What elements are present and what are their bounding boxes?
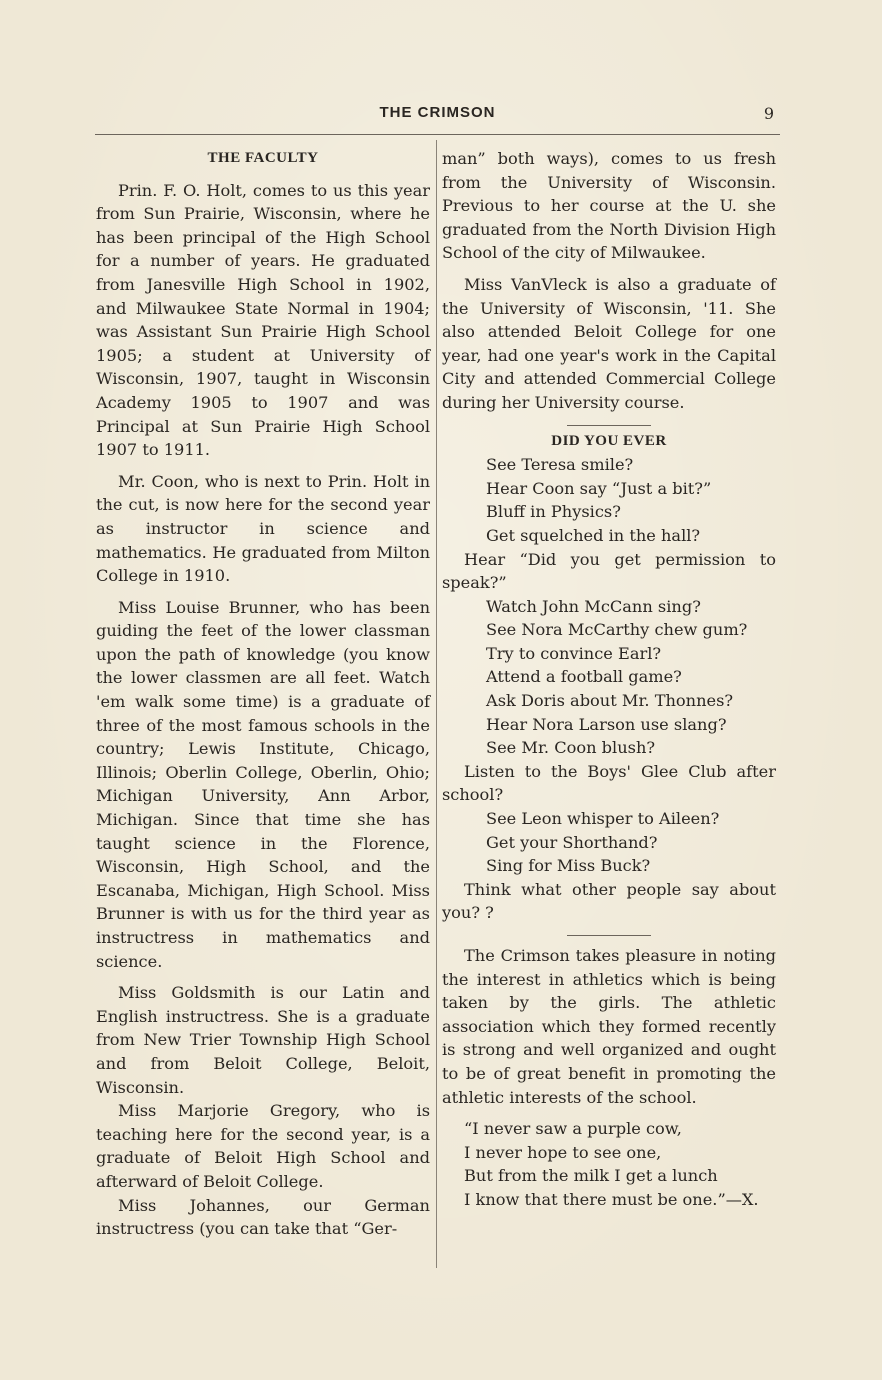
poem bbox=[442, 1117, 776, 1211]
list-item: Get squelched in the hall? bbox=[486, 525, 701, 545]
section-divider bbox=[567, 935, 651, 936]
paragraph-gregory: Miss Marjorie Gregory, who is teaching here for the second year, is a graduate of Beloit High School and afterward of Beloit College. bbox=[96, 1101, 430, 1191]
list-item: Watch John McCann sing? bbox=[486, 596, 701, 616]
did-you-ever-list bbox=[442, 453, 776, 925]
list-item: Ask Doris about Mr. Thonnes? bbox=[486, 691, 734, 711]
list-item: See Teresa smile? bbox=[486, 455, 634, 475]
list-item: Listen to the Boys' Glee Club after school? bbox=[442, 761, 776, 805]
section-divider bbox=[567, 425, 651, 426]
paragraph-holt: Prin. F. O. Holt, comes to us this year from Sun Prairie, Wisconsin, where he has been principal of the High School for a number of years. He graduated from Janesville High School in 1902, and Milwaukee State Normal in 1904; was Assistant Sun Prairie High School 1905; a student at University of Wisconsin, 1907, taught in Wisconsin Academy 1905 to 1907 and was Principal at Sun Prairie High School 1907 to 1911. bbox=[96, 180, 430, 460]
right-column bbox=[442, 147, 776, 1212]
paragraph-coon: Mr. Coon, who is next to Prin. Holt in the cut, is now here for the second year as instructor in science and mathematics. He graduated from Milton College in 1910. bbox=[96, 471, 430, 586]
list-item: Hear Nora Larson use slang? bbox=[486, 714, 727, 734]
list-item: Hear Coon say “Just a bit?” bbox=[486, 478, 712, 498]
poem-line: I know that there must be one.”—X. bbox=[464, 1189, 759, 1209]
column-divider bbox=[436, 140, 437, 1268]
list-item: Bluff in Physics? bbox=[486, 502, 621, 522]
paragraph-goldsmith: Miss Goldsmith is our Latin and English instructress. She is a graduate from New Trier Township High School and from Beloit College, Beloit, Wisconsin. bbox=[96, 983, 430, 1097]
list-item: See Mr. Coon blush? bbox=[486, 738, 656, 758]
did-you-ever-heading: DID YOU EVER bbox=[551, 432, 667, 449]
paragraph-johannes-continued: man” both ways), comes to us fresh from the University of Wisconsin. Previous to her course at the U. she graduated from the North Division High School of the city of Milwaukee. bbox=[442, 149, 776, 263]
faculty-heading: THE FACULTY bbox=[207, 150, 319, 166]
list-item: Attend a football game? bbox=[486, 667, 682, 687]
list-item: Think what other people say about you? ? bbox=[442, 879, 776, 923]
list-item: Try to convince Earl? bbox=[486, 643, 662, 663]
list-item: Get your Shorthand? bbox=[486, 832, 658, 852]
page-header bbox=[95, 104, 780, 128]
list-item: Sing for Miss Buck? bbox=[486, 856, 651, 876]
page-number: 9 bbox=[763, 104, 774, 123]
poem-line: “I never saw a purple cow, bbox=[464, 1119, 682, 1139]
list-item: See Nora McCarthy chew gum? bbox=[486, 620, 748, 640]
left-column bbox=[96, 147, 430, 1241]
publication-title: THE CRIMSON bbox=[379, 104, 496, 121]
header-rule bbox=[95, 134, 780, 135]
paragraph-johannes: Miss Johannes, our German instructress (you can take that “Ger- bbox=[96, 1195, 430, 1239]
list-item: Hear “Did you get permission to speak?” bbox=[442, 549, 776, 593]
paragraph-brunner: Miss Louise Brunner, who has been guiding the feet of the lower classman upon the path of knowledge (you know the lower classmen are all feet. Watch 'em walk some time) is a graduate of three of the most famous schools in the country; Lewis Institute, Chicago, Illinois; Oberlin College, Oberlin, Ohio; Michigan University, Ann Arbor, Michigan. Since that time she has taught science in the Florence, Wisconsin, High School, and the Escanaba, Michigan, High School. Miss Brunner is with us for the third year as instructress in mathematics and science. bbox=[96, 597, 430, 971]
poem-line: But from the milk I get a lunch bbox=[464, 1166, 718, 1186]
list-item: See Leon whisper to Aileen? bbox=[486, 809, 720, 829]
paragraph-athletics: The Crimson takes pleasure in noting the interest in athletics which is being taken by the girls. The athletic association which they formed recently is strong and well organized and ought to be of great benefit in promoting the athletic interests of the school. bbox=[442, 946, 776, 1107]
poem-line: I never hope to see one, bbox=[464, 1142, 662, 1162]
paragraph-vanvleck: Miss VanVleck is also a graduate of the University of Wisconsin, '11. She also attended Beloit College for one year, had one year's work in the Capital City and attended Commercial College during her University course. bbox=[442, 274, 776, 412]
